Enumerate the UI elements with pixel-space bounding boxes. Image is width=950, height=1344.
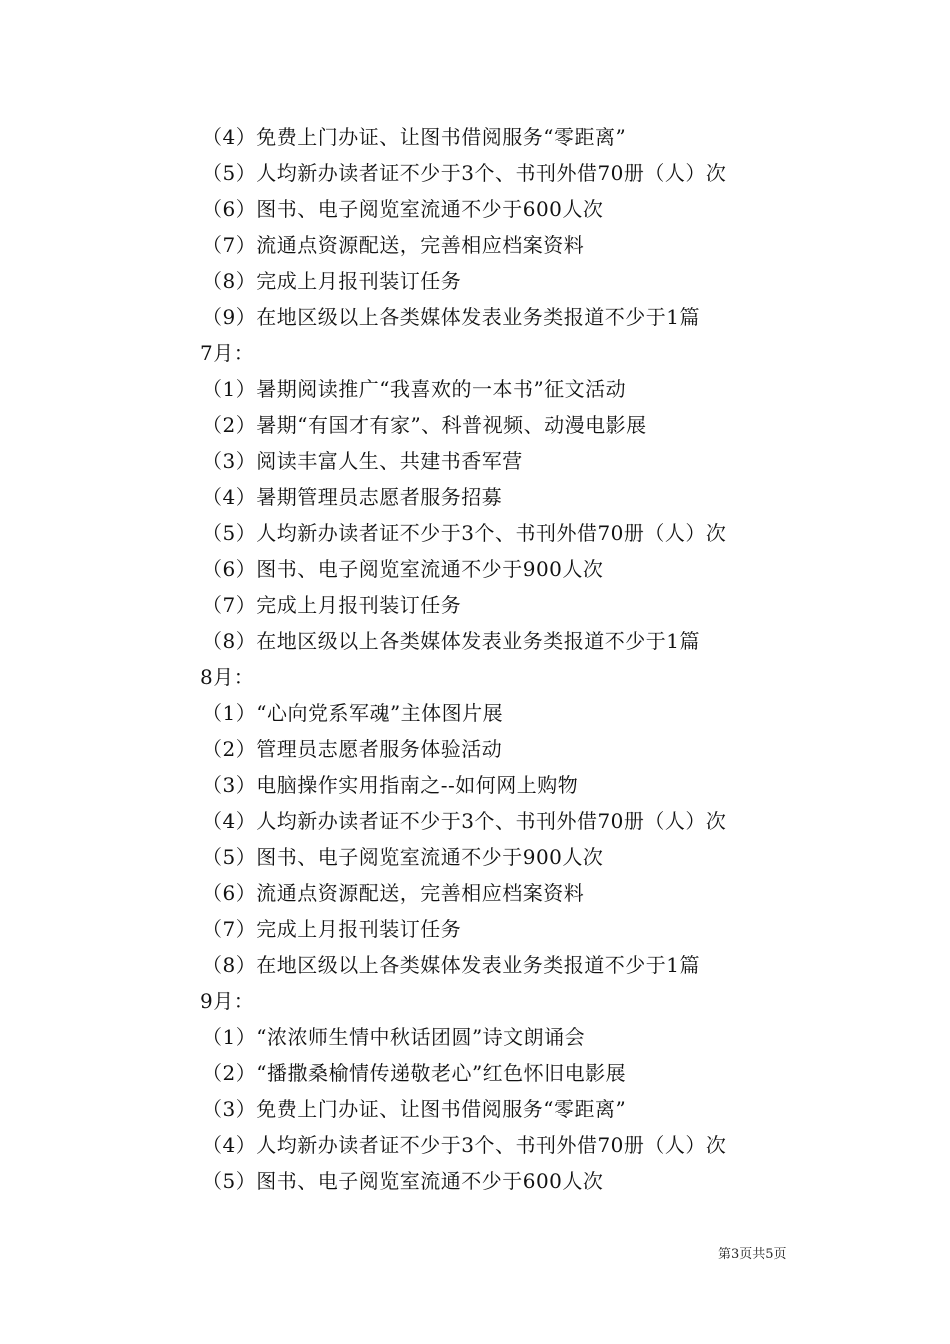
list-item: （4）人均新办读者证不少于3个、书刊外借70册（人）次	[202, 809, 727, 833]
list-item: （7）流通点资源配送，完善相应档案资料	[202, 233, 585, 257]
list-item: （6）图书、电子阅览室流通不少于900人次	[202, 557, 604, 581]
list-item: （6）流通点资源配送，完善相应档案资料	[202, 881, 585, 905]
list-item: （4）暑期管理员志愿者服务招募	[202, 485, 503, 509]
list-item: （4）免费上门办证、让图书借阅服务“零距离”	[202, 125, 627, 149]
list-item: （1）暑期阅读推广“我喜欢的一本书”征文活动	[202, 377, 627, 401]
list-item: （2）“播撒桑榆情传递敬老心”红色怀旧电影展	[202, 1061, 627, 1085]
list-item: （5）人均新办读者证不少于3个、书刊外借70册（人）次	[202, 521, 727, 545]
list-item: （8）在地区级以上各类媒体发表业务类报道不少于1篇	[202, 953, 700, 977]
month-heading: 8月：	[200, 665, 255, 689]
month-heading: 7月：	[200, 341, 255, 365]
list-item: （3）阅读丰富人生、共建书香军营	[202, 449, 523, 473]
list-item: （5）图书、电子阅览室流通不少于900人次	[202, 845, 604, 869]
month-heading: 9月：	[200, 989, 255, 1013]
list-item: （9）在地区级以上各类媒体发表业务类报道不少于1篇	[202, 305, 700, 329]
list-item: （8）完成上月报刊装订任务	[202, 269, 462, 293]
list-item: （8）在地区级以上各类媒体发表业务类报道不少于1篇	[202, 629, 700, 653]
list-item: （6）图书、电子阅览室流通不少于600人次	[202, 197, 604, 221]
list-item: （1）“浓浓师生情中秋话团圆”诗文朗诵会	[202, 1025, 586, 1049]
document-body	[200, 119, 840, 1199]
page-number: 第3页共5页	[718, 1247, 787, 1262]
list-item: （2）暑期“有国才有家”、科普视频、动漫电影展	[202, 413, 647, 437]
list-item: （3）电脑操作实用指南之--如何网上购物	[202, 773, 579, 797]
list-item: （5）图书、电子阅览室流通不少于600人次	[202, 1169, 604, 1193]
list-item: （7）完成上月报刊装订任务	[202, 593, 462, 617]
list-item: （2）管理员志愿者服务体验活动	[202, 737, 503, 761]
list-item: （5）人均新办读者证不少于3个、书刊外借70册（人）次	[202, 161, 727, 185]
list-item: （3）免费上门办证、让图书借阅服务“零距离”	[202, 1097, 627, 1121]
list-item: （4）人均新办读者证不少于3个、书刊外借70册（人）次	[202, 1133, 727, 1157]
list-item: （1）“心向党系军魂”主体图片展	[202, 701, 504, 725]
list-item: （7）完成上月报刊装订任务	[202, 917, 462, 941]
